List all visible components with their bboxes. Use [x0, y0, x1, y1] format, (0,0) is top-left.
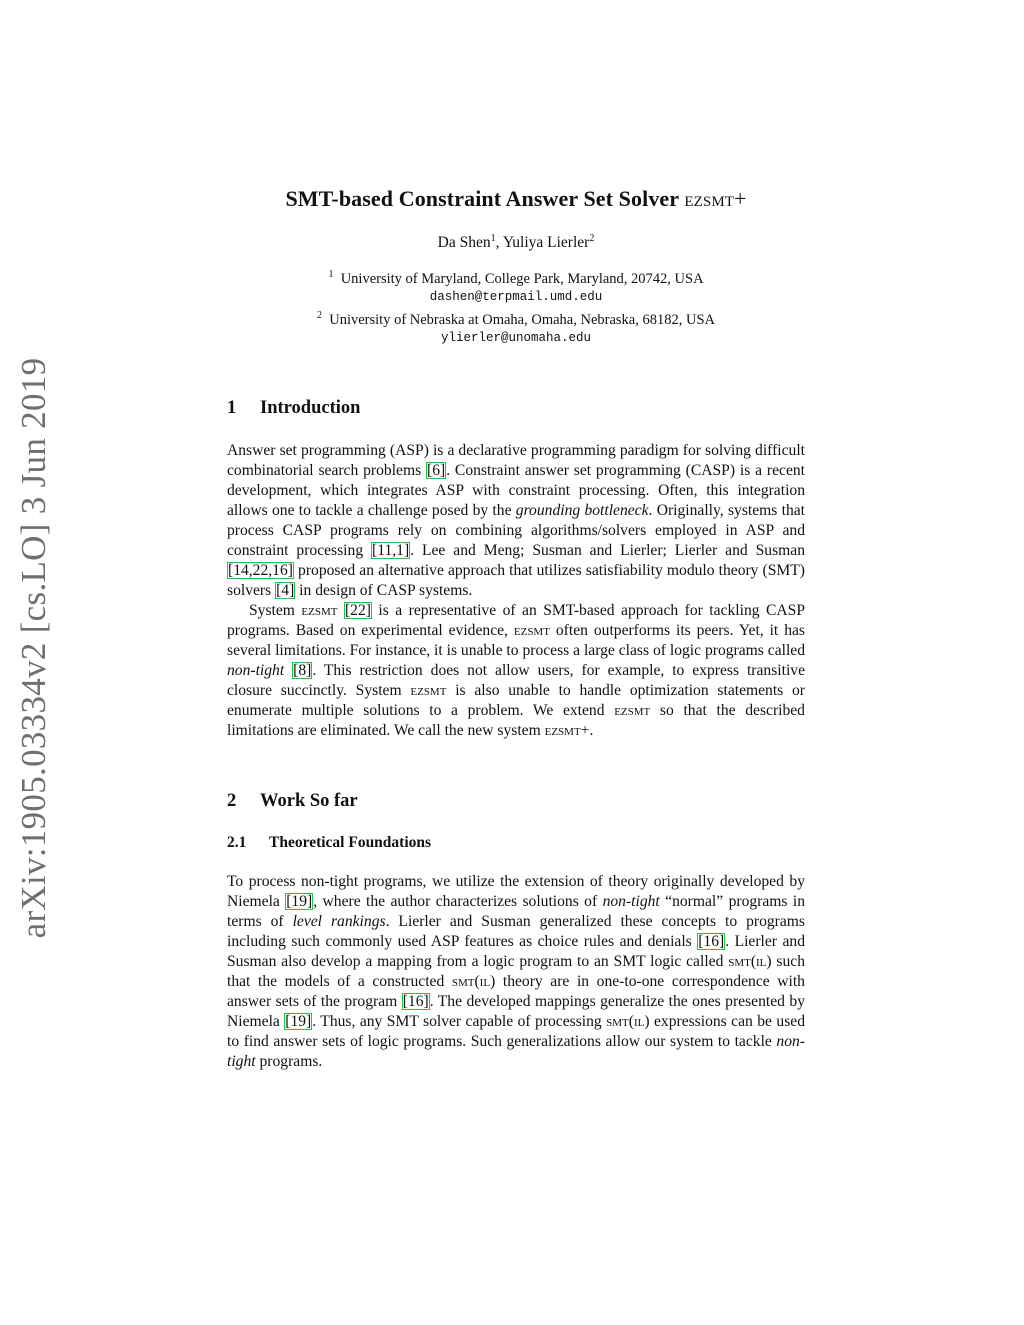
- text-run: . Thus, any SMT solver capable of processing: [312, 1012, 607, 1030]
- affiliation-line: [227, 307, 805, 329]
- affiliation-text: University of Maryland, College Park, Maryland, 20742, USA: [340, 270, 704, 287]
- citation-link[interactable]: [8]: [293, 661, 312, 679]
- text-run: programs.: [255, 1052, 323, 1070]
- text-run: , where the author characterizes solutions of: [313, 892, 603, 910]
- text-run: such that the models of a constructed: [227, 952, 806, 990]
- section-number: 1: [227, 397, 237, 418]
- text-run: . Originally, systems that process CASP programs rely on combining algorithms/solvers employed in ASP and constraint processing: [227, 501, 806, 559]
- text-run: proposed an alternative approach that utilizes satisfiability modulo theory (SMT) solvers: [227, 561, 805, 599]
- arxiv-identifier: [12, 357, 56, 939]
- text-run: Answer set programming (ASP) is a declarative programming paradigm for solving difficult combinatorial search problems: [227, 441, 805, 479]
- text-run: . Lierler and Susman generalized these concepts to programs including such commonly used ASP features as choice rules and denials: [227, 912, 805, 950]
- section-heading-introduction: [227, 398, 805, 419]
- paragraph: [227, 601, 805, 741]
- paragraph: [227, 872, 805, 1072]
- subsection-title: Theoretical Foundations: [269, 833, 432, 851]
- system-name: ezsmt: [614, 701, 651, 719]
- text-run: System: [249, 601, 302, 619]
- system-name: ezsmt: [410, 681, 447, 699]
- text-run: so that the described limitations are eliminated. We call the new system: [227, 701, 805, 739]
- citation-link[interactable]: [19]: [286, 892, 313, 910]
- subsection-heading-theoretical-foundations: [227, 834, 805, 852]
- section-title: Work So far: [260, 790, 358, 811]
- text-run: in design of CASP systems.: [295, 581, 473, 599]
- emphasis-text: level rankings: [292, 912, 386, 930]
- logic-name: smt(il): [728, 952, 772, 970]
- author-email[interactable]: ylierler@unomaha.edu: [440, 331, 592, 346]
- affiliation-mark: 1: [490, 233, 496, 244]
- emphasis-text: non-tight: [227, 661, 285, 679]
- affiliation-mark: 1: [328, 269, 334, 281]
- affiliation-mark: 2: [316, 309, 322, 321]
- citation-link[interactable]: [6]: [427, 461, 446, 479]
- affiliations: [227, 266, 805, 348]
- text-run: . This restriction does not allow users, for example, to express transitive closure succinctly. System: [227, 661, 805, 699]
- paper-title-system: ezsmt+: [684, 186, 747, 211]
- citation-link[interactable]: [4]: [276, 581, 295, 599]
- text-run: . The developed mappings generalize the ones presented by Niemela: [227, 992, 805, 1030]
- affiliation-mark: 2: [589, 233, 595, 244]
- text-run: “normal” programs in terms of: [227, 892, 806, 930]
- citation-link[interactable]: [16]: [402, 992, 429, 1010]
- logic-name: smt(il): [451, 972, 496, 990]
- text-run: To process non-tight programs, we utilize the extension of theory originally developed by Niemela: [227, 872, 805, 910]
- emphasis-text: grounding bottleneck: [515, 501, 649, 519]
- emphasis-text: non-tight: [602, 892, 660, 910]
- paper-title: [227, 186, 805, 212]
- author-name: Yuliya Lierler: [502, 234, 590, 252]
- author-separator: ,: [495, 234, 503, 252]
- citation-link[interactable]: [14,22,16]: [228, 561, 293, 579]
- text-run: .: [589, 721, 594, 739]
- text-run: is a representative of an SMT-based approach for tackling CASP programs. Based on experimental evidence,: [227, 601, 806, 639]
- author-name: Da Shen: [437, 234, 491, 252]
- text-run: . Constraint answer set programming (CASP) is a recent development, which integrates ASP with constraint processing. Often, this integration allows one to tackle a challenge posed by the: [227, 461, 805, 519]
- paper-page: [227, 186, 805, 1072]
- logic-name: smt(il): [606, 1012, 650, 1030]
- emphasis-text: non-tight: [227, 1032, 805, 1070]
- text-run: . Lee and Meng; Susman and Lierler; Lierler and Susman: [410, 541, 805, 559]
- author-email[interactable]: dashen@terpmail.umd.edu: [429, 290, 603, 305]
- subsection-number: 2.1: [227, 833, 247, 851]
- system-name: ezsmt: [301, 601, 338, 619]
- citation-link[interactable]: [19]: [285, 1012, 312, 1030]
- text-run: expressions can be used to find answer sets of logic programs. Such generalizations allow our system to tackle: [227, 1012, 806, 1050]
- system-name: ezsmt: [513, 621, 550, 639]
- paragraph: [227, 441, 805, 601]
- text-run: [337, 602, 343, 619]
- citation-link[interactable]: [11,1]: [372, 541, 410, 559]
- author-list: [227, 233, 805, 252]
- section-number: 2: [227, 790, 237, 811]
- text-run: . Lierler and Susman also develop a mapping from a logic program to an SMT logic called: [227, 932, 805, 970]
- citation-link[interactable]: [16]: [698, 932, 725, 950]
- affiliation-line: [227, 266, 805, 288]
- affiliation-text: University of Nebraska at Omaha, Omaha, Nebraska, 68182, USA: [329, 311, 715, 328]
- section-title: Introduction: [260, 397, 361, 418]
- section-heading-work-so-far: [227, 791, 805, 812]
- text-run: theory are in one-to-one correspondence with answer sets of the program: [227, 972, 805, 1010]
- arxiv-identifier-text: arXiv:1905.03334v2 [cs.LO] 3 Jun 2019: [14, 357, 53, 939]
- text-run: often outperforms its peers. Yet, it has several limitations. For instance, it is unable to process a large class of logic programs called: [227, 621, 805, 659]
- system-name: ezsmt+: [544, 721, 590, 739]
- paper-title-main: SMT-based Constraint Answer Set Solver: [285, 186, 679, 211]
- citation-link[interactable]: [22]: [344, 601, 371, 619]
- text-run: is also unable to handle optimization statements or enumerate multiple solutions to a problem. We extend: [227, 681, 805, 719]
- text-run: [284, 662, 292, 679]
